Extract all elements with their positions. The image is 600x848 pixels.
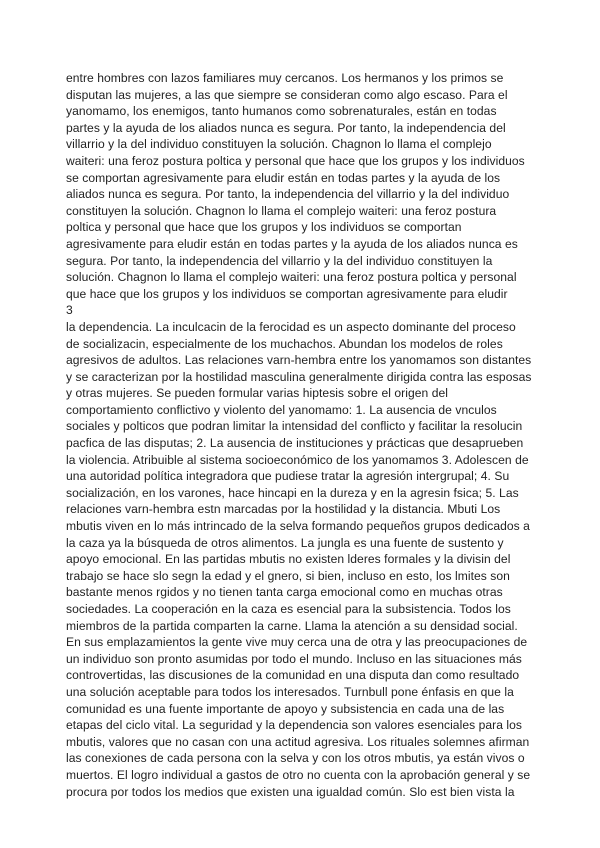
text-line: partes y la ayuda de los aliados nunca es segura. Por tanto, la independencia del	[66, 120, 506, 135]
body-text	[66, 70, 536, 800]
text-line: la violencia. Atribuible al sistema socioeconómico de los yanomamos 3. Adolescen de	[66, 452, 529, 467]
text-line: socialización, en los varones, hace hincapi en la dureza y en la agresin fsica; 5. Las	[66, 485, 519, 500]
text-line: pacfica de las disputas; 2. La ausencia de instituciones y prácticas que desaprueben	[66, 436, 524, 451]
text-line: controvertidas, las discusiones de la comunidad en una disputa dan como resultado	[66, 668, 520, 683]
text-line: mbutis, valores que no casan con una actitud agresiva. Los rituales solemnes afirman	[66, 734, 530, 749]
text-line: la dependencia. La inculcacin de la ferocidad es un aspecto dominante del proceso	[66, 319, 516, 334]
text-line: agresivamente para eludir están en todas partes y la ayuda de los aliados nunca es	[66, 236, 518, 251]
text-line: comunidad es una fuente importante de apoyo y subsistencia en cada una de las	[66, 701, 505, 716]
page-number: 3	[66, 303, 73, 318]
text-line: mbutis viven en lo más intrincado de la selva formando pequeños grupos dedicados a	[66, 519, 530, 534]
text-line: y se caracterizan por la hostilidad masculina generalmente dirigida contra las esposas	[66, 369, 532, 384]
text-line: yanomamo, los enemigos, tanto humanos como sobrenaturales, están en todas	[66, 104, 497, 119]
text-line: procura por todos los medios que existen una igualdad común. Slo est bien vista la	[66, 784, 515, 799]
text-line: apoyo emocional. En las partidas mbutis no existen lderes formales y la divisin del	[66, 552, 511, 567]
text-line: y otras mujeres. Se pueden formular varias hiptesis sobre el origen del	[66, 386, 449, 401]
text-line: muertos. El logro individual a gastos de otro no cuenta con la aprobación general y se	[66, 767, 531, 782]
text-line: segura. Por tanto, la independencia del villarrio y la del individuo constituyen la	[66, 253, 493, 268]
text-line: aliados nunca es segura. Por tanto, la independencia del villarrio y la del individuo	[66, 187, 510, 202]
text-line: En sus emplazamientos la gente vive muy cerca una de otra y las preocupaciones de	[66, 635, 528, 650]
text-line: trabajo se hace slo segn la edad y el gnero, si bien, incluso en esto, los lmites son	[66, 568, 510, 583]
text-line: disputan las mujeres, a las que siempre se consideran como algo escaso. Para el	[66, 87, 508, 102]
text-line: entre hombres con lazos familiares muy cercanos. Los hermanos y los primos se	[66, 71, 504, 85]
text-line: un individuo son pronto asumidas por todo el mundo. Incluso en las situaciones más	[66, 651, 522, 666]
text-line: se comportan agresivamente para eludir están en todas partes y la ayuda de los	[66, 170, 501, 185]
text-line: sociedades. La cooperación en la caza es esencial para la subsistencia. Todos los	[66, 602, 511, 616]
text-line: bastante menos rgidos y no tienen tanta carga emocional como en muchas otras	[66, 585, 503, 600]
text-line: una autoridad política integradora que pudiese tratar la agresión intergrupal; 4. Su	[66, 469, 510, 484]
text-line: solución. Chagnon lo llama el complejo waiteri: una feroz postura poltica y personal	[66, 270, 517, 285]
text-line: relaciones varn-hembra estn marcadas por la hostilidad y la distancia. Mbuti Los	[66, 502, 501, 517]
text-line: las conexiones de cada persona con la selva y con los otros mbutis, ya están vivos o	[66, 751, 525, 766]
text-line: constituyen la solución. Chagnon lo llama el complejo waiteri: una feroz postura	[66, 203, 497, 218]
text-line: agresivos de adultos. Las relaciones varn-hembra entre los yanomamos son distantes	[66, 353, 532, 368]
text-line: la caza ya la búsqueda de otros alimentos. La jungla es una fuente de sustento y	[66, 535, 504, 550]
text-line: comportamiento conflictivo y violento del yanomamo: 1. La ausencia de vnculos	[66, 402, 497, 417]
text-line: una solución aceptable para todos los interesados. Turnbull pone énfasis en que la	[66, 684, 514, 699]
text-block-before-page-number	[66, 70, 536, 302]
text-line: poltica y personal que hace que los grupos y los individuos se comportan	[66, 220, 462, 235]
text-line: miembros de la partida comparten la carne. Llama la atención a su densidad social.	[66, 618, 518, 633]
text-line: waiteri: una feroz postura poltica y personal que hace que los grupos y los individuos	[66, 153, 525, 168]
text-line: que hace que los grupos y los individuos se comportan agresivamente para eludir	[66, 286, 508, 301]
text-line: sociales y polticos que podran limitar la intensidad del conflicto y facilitar la resolucin	[66, 419, 523, 434]
text-line: de socializacin, especialmente de los muchachos. Abundan los modelos de roles	[66, 336, 503, 351]
text-line: villarrio y la del individuo constituyen la solución. Chagnon lo llama el complejo	[66, 137, 492, 152]
text-block-after-page-number	[66, 319, 536, 800]
text-line: etapas del ciclo vital. La seguridad y la dependencia son valores esenciales para los	[66, 718, 523, 733]
